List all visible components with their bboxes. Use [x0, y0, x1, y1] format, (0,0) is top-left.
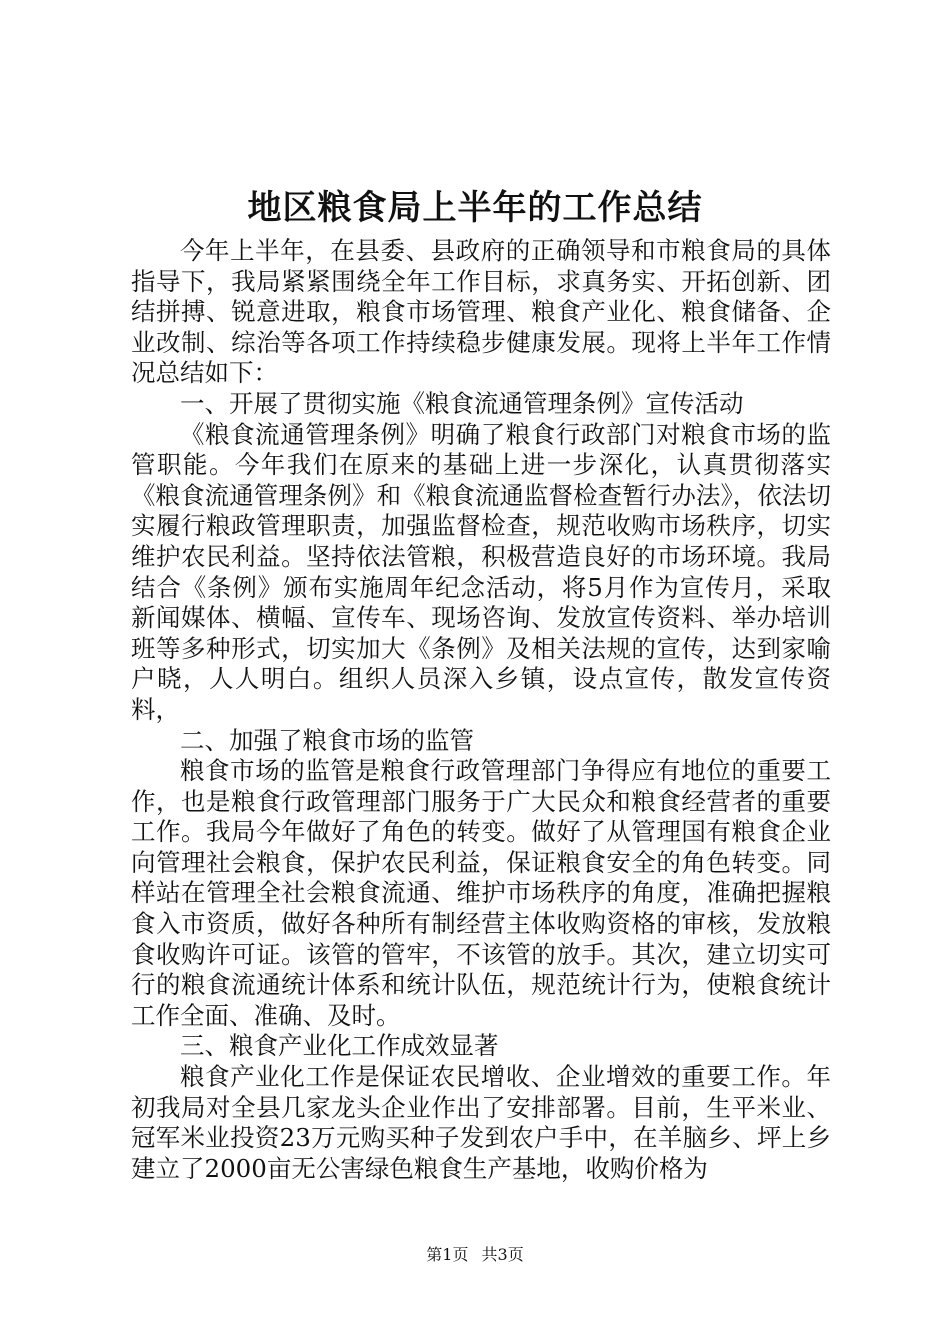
intro-paragraph: 今年上半年，在县委、县政府的正确领导和市粮食局的具体指导下，我局紧紧围绕全年工作目标，求真务实、开拓创新、团结拼搏、锐意进取，粮食市场管理、粮食产业化、粮食储备、企业改制、综治等各项工作持续稳步健康发展。现将上半年工作情况总结如下：	[131, 236, 831, 388]
section-heading-3: 三、粮食产业化工作成效显著	[180, 1031, 499, 1061]
page-footer	[0, 1244, 950, 1266]
section-heading-1: 一、开展了贯彻实施《粮食流通管理条例》宣传活动	[180, 388, 744, 418]
document-title: 地区粮食局上半年的工作总结	[247, 188, 703, 228]
section-heading-2: 二、加强了粮食市场的监管	[180, 725, 474, 755]
section-paragraph-2: 粮食市场的监管是粮食行政管理部门争得应有地位的重要工作，也是粮食行政管理部门服务于广大民众和粮食经营者的重要工作。我局今年做好了角色的转变。做好了从管理国有粮食企业向管理社会粮食，保护农民利益，保证粮食安全的角色转变。同样站在管理全社会粮食流通、维护市场秩序的角度，准确把握粮食入市资质，做好各种所有制经营主体收购资格的审核，发放粮食收购许可证。该管的管牢，不该管的放手。其次，建立切实可行的粮食流通统计体系和统计队伍，规范统计行为，使粮食统计工作全面、准确、及时。	[131, 756, 831, 1030]
section-paragraph-1: 《粮食流通管理条例》明确了粮食行政部门对粮食市场的监管职能。今年我们在原来的基础上进一步深化，认真贯彻落实《粮食流通管理条例》和《粮食流通监督检查暂行办法》，依法切实履行粮政管理职责，加强监督检查，规范收购市场秩序，切实维护农民利益。坚持依法管粮，积极营造良好的市场环境。我局结合《条例》颁布实施周年纪念活动，将5月作为宣传月，采取新闻媒体、横幅、宣传车、现场咨询、发放宣传资料、举办培训班等多种形式，切实加大《条例》及相关法规的宣传，达到家喻户晓，人人明白。组织人员深入乡镇，设点宣传，散发宣传资料，	[131, 419, 831, 724]
page-number: 第1页	[426, 1245, 469, 1264]
document-body	[131, 236, 831, 1184]
page-total: 共3页	[481, 1245, 524, 1264]
section-paragraph-3: 粮食产业化工作是保证农民增收、企业增效的重要工作。年初我局对全县几家龙头企业作出了安排部署。目前，生平米业、冠军米业投资23万元购买种子发到农户手中，在羊脑乡、坪上乡建立了2000亩无公害绿色粮食生产基地，收购价格为	[131, 1062, 831, 1183]
